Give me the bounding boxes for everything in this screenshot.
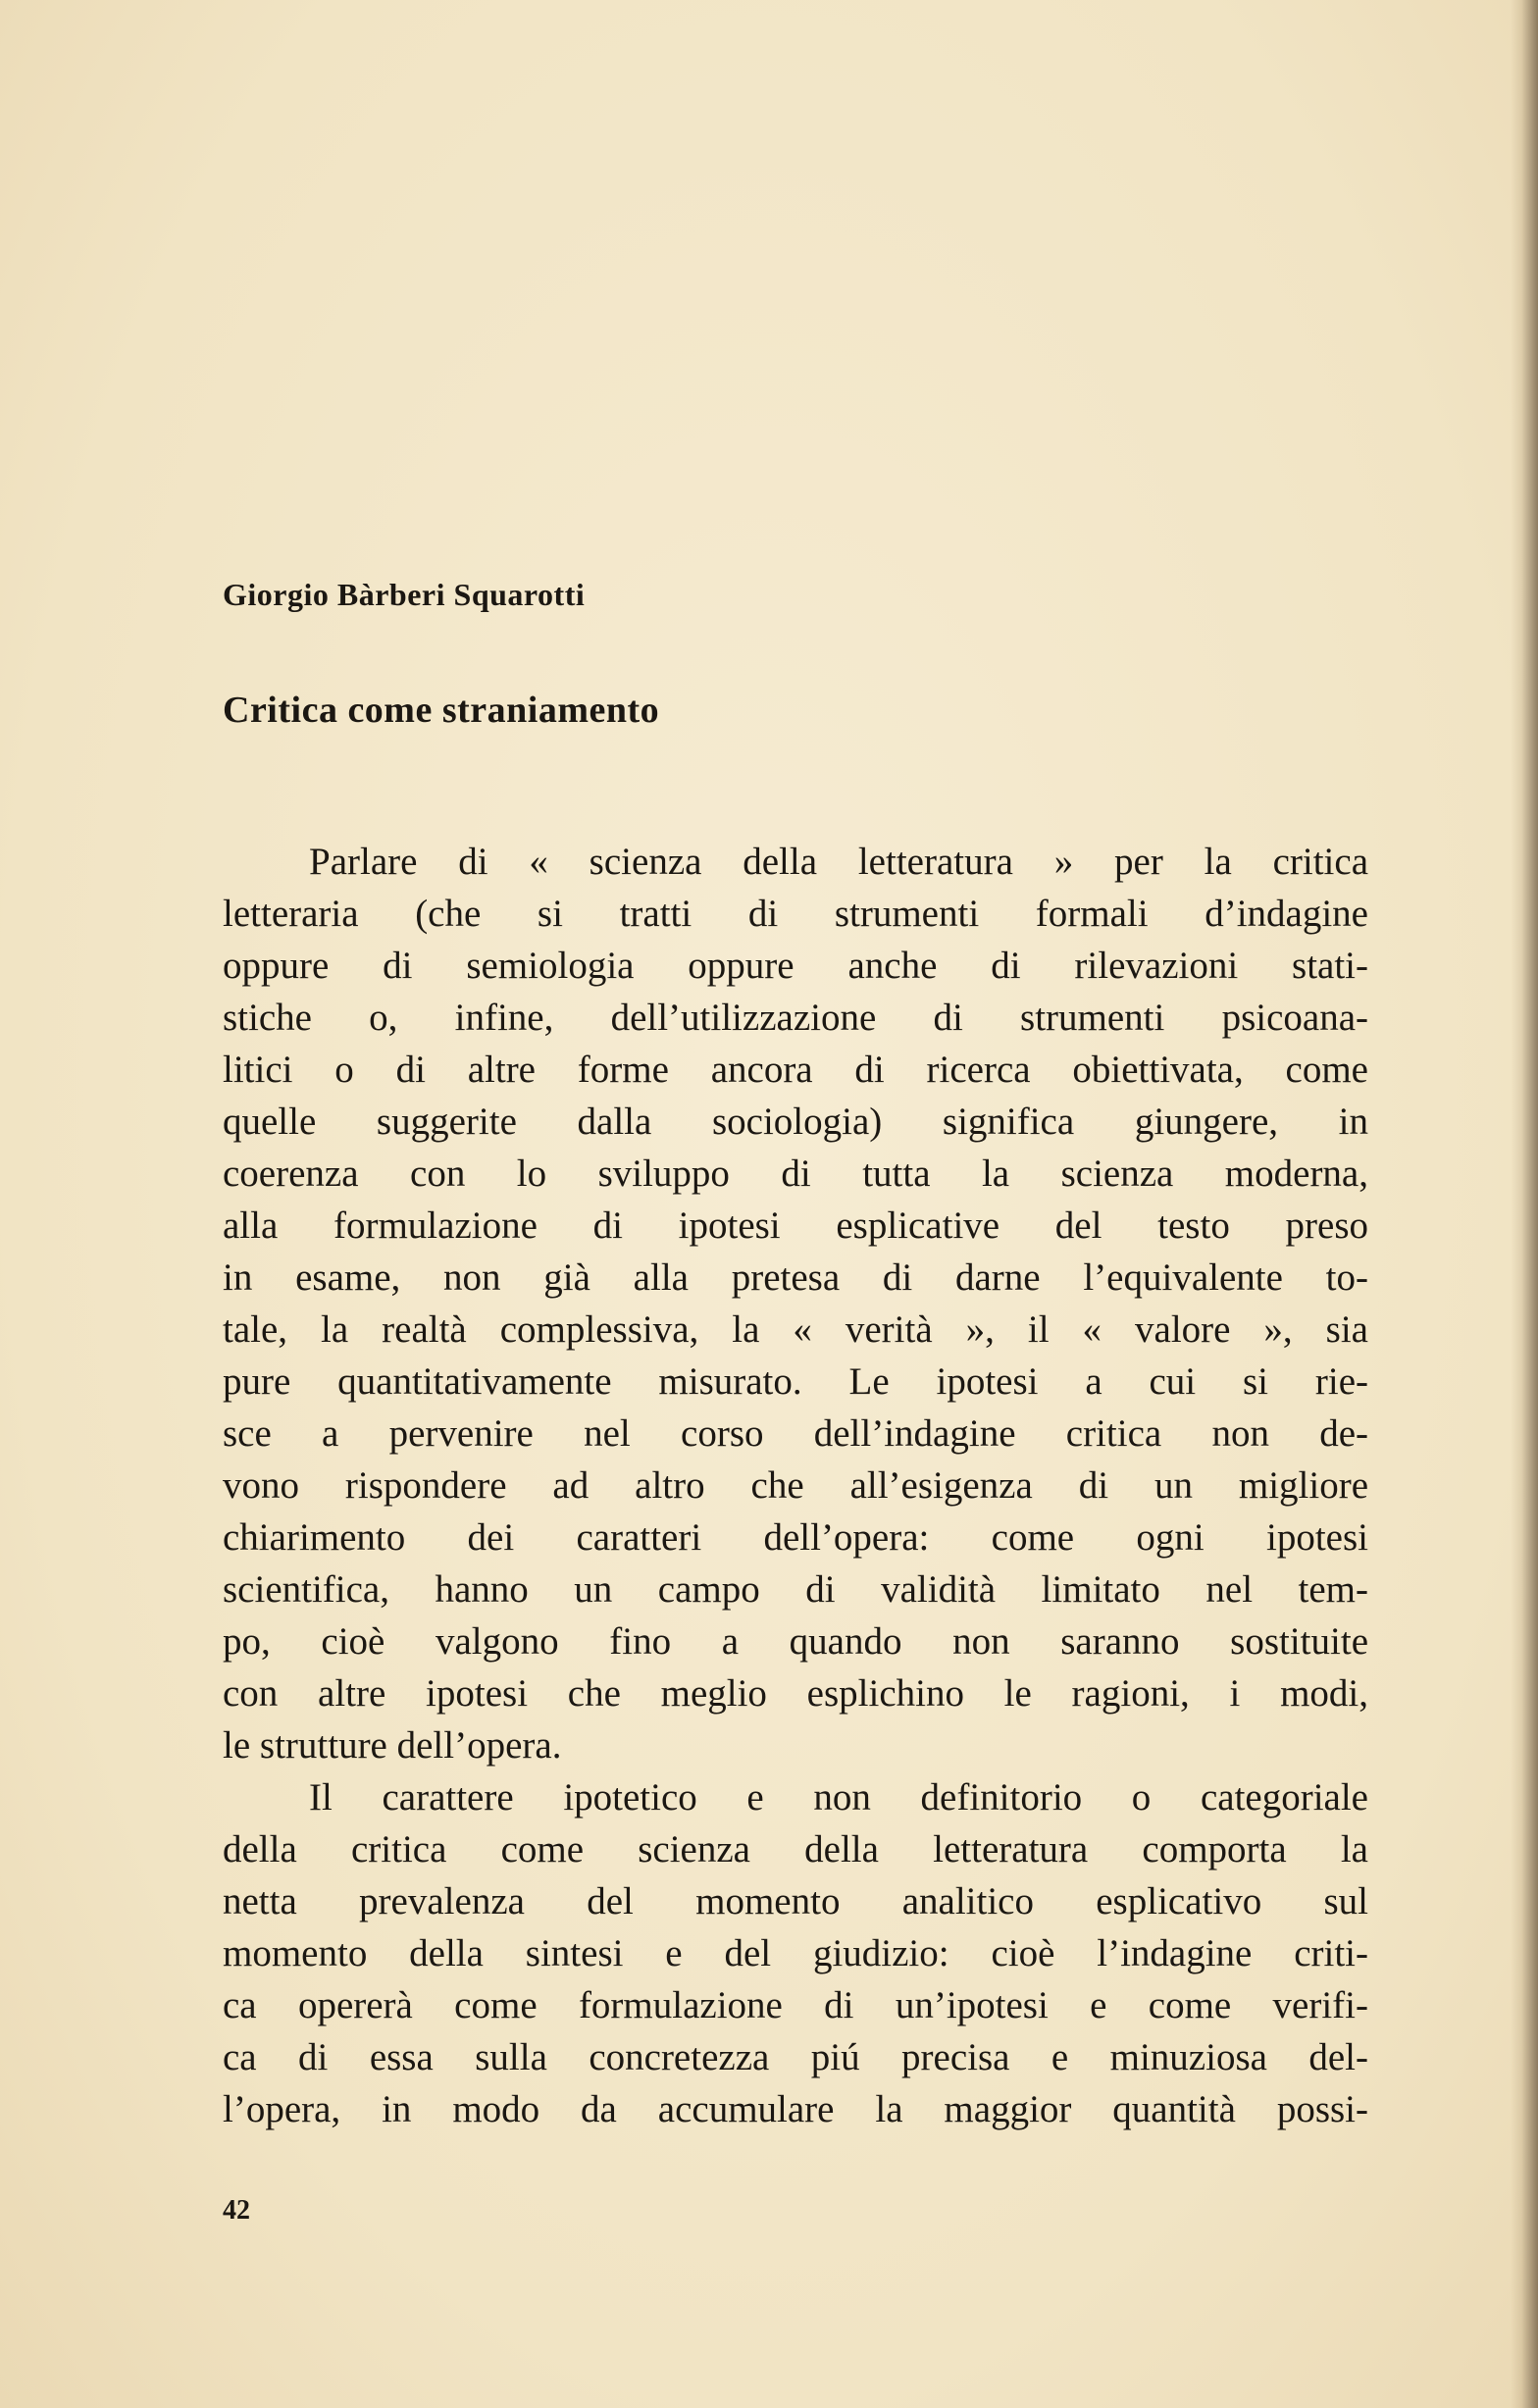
text-line: alla formulazione di ipotesi esplicative del testo preso <box>223 1204 1368 1247</box>
essay-title: Critica come straniamento <box>223 690 660 731</box>
text-line: ca opererà come formulazione di un’ipotesi e come verifi- <box>223 1984 1368 2026</box>
text-line: quelle suggerite dalla sociologia) significa giungere, in <box>223 1101 1368 1143</box>
text-line: litici o di altre forme ancora di ricerca obiettivata, come <box>223 1049 1368 1091</box>
text-line: letteraria (che si tratti di strumenti formali d’indagine <box>223 893 1368 935</box>
text-line: Parlare di « scienza della letteratura » per la critica <box>309 841 1368 883</box>
text-line: ca di essa sulla concretezza piú precisa e minuziosa del- <box>223 2036 1368 2078</box>
text-line: coerenza con lo sviluppo di tutta la scienza moderna, <box>223 1153 1368 1195</box>
text-line: sce a pervenire nel corso dell’indagine critica non de- <box>223 1412 1368 1455</box>
text-line: stiche o, infine, dell’utilizzazione di strumenti psicoana- <box>223 997 1368 1039</box>
text-line: Il carattere ipotetico e non definitorio o categoriale <box>309 1776 1368 1819</box>
author-name: Giorgio Bàrberi Squarotti <box>223 577 586 612</box>
text-line: le strutture dell’opera. <box>223 1724 562 1767</box>
text-line: netta prevalenza del momento analitico esplicativo sul <box>223 1880 1368 1922</box>
text-line: scientifica, hanno un campo di validità limitato nel tem- <box>223 1568 1368 1611</box>
body-text <box>223 836 1368 2135</box>
text-line: vono rispondere ad altro che all’esigenza di un migliore <box>223 1464 1368 1507</box>
page-number: 42 <box>223 2195 250 2226</box>
text-line: momento della sintesi e del giudizio: cioè l’indagine criti- <box>223 1932 1368 1974</box>
text-line: con altre ipotesi che meglio esplichino le ragioni, i modi, <box>223 1672 1368 1715</box>
text-line: chiarimento dei caratteri dell’opera: come ogni ipotesi <box>223 1516 1368 1559</box>
text-line: oppure di semiologia oppure anche di rilevazioni stati- <box>223 945 1368 987</box>
page-edge-shadow <box>1511 0 1538 2408</box>
text-line: pure quantitativamente misurato. Le ipotesi a cui si rie- <box>223 1360 1368 1403</box>
text-line: l’opera, in modo da accumulare la maggior quantità possi- <box>223 2088 1368 2130</box>
text-line: po, cioè valgono fino a quando non saranno sostituite <box>223 1620 1368 1663</box>
text-line: della critica come scienza della letteratura comporta la <box>223 1828 1368 1870</box>
text-line: tale, la realtà complessiva, la « verità », il « valore », sia <box>223 1308 1368 1351</box>
text-line: in esame, non già alla pretesa di darne l’equivalente to- <box>223 1256 1368 1299</box>
